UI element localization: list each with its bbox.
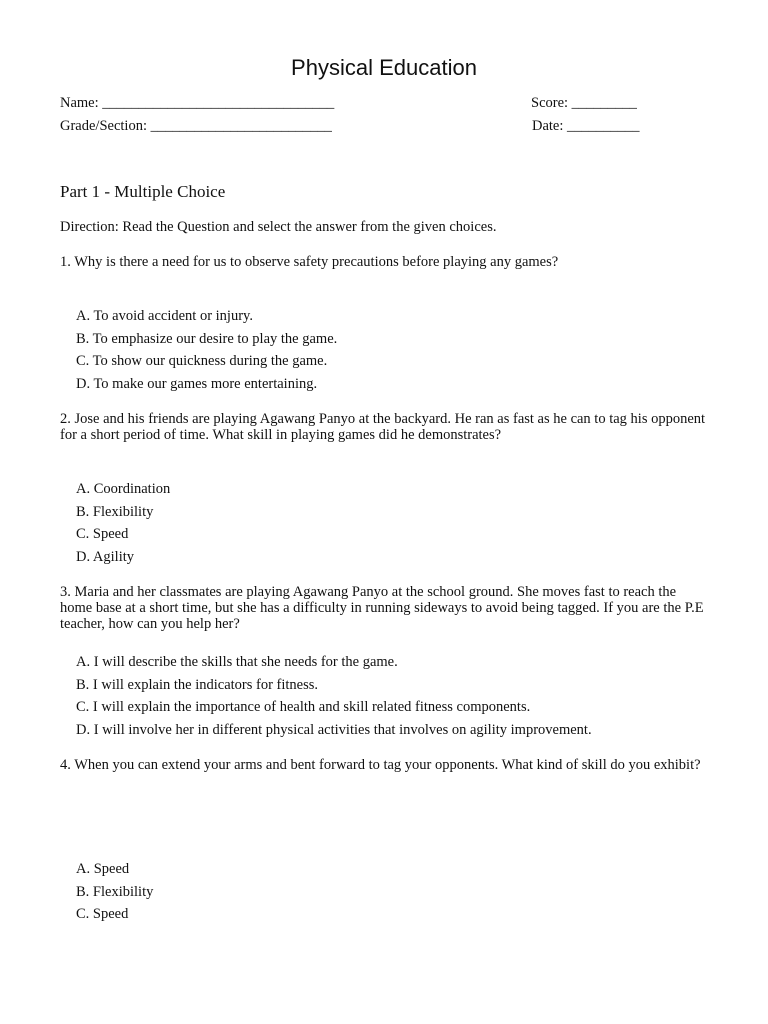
question-2: 2. Jose and his friends are playing Agawang Panyo at the backyard. He ran as fast as he can to tag his opponent for a short period of time. What skill in playing games did he demonstrates? [60,411,706,443]
grade-section-field: Grade/Section: _________________________ [60,118,332,134]
choice-4b: B. Flexibility [76,883,154,900]
choice-4a: A. Speed [76,861,130,877]
page-title: Physical Education [291,55,477,80]
choice-3d: D. I will involve her in different physical activities that involves on agility improvement. [76,721,592,738]
direction-text: Direction: Read the Question and select the answer from the given choices. [60,219,497,235]
choice-2c: C. Speed [76,526,129,543]
choice-3b: B. I will explain the indicators for fitness. [76,676,319,693]
score-field: Score: _________ [531,95,637,111]
choice-1b: B. To emphasize our desire to play the game. [76,330,338,347]
choice-1d: D. To make our games more entertaining. [76,375,318,392]
section-title: Part 1 - Multiple Choice [60,182,226,201]
choice-2b: B. Flexibility [76,503,154,520]
name-field: Name: ________________________________ [60,95,335,111]
question-1-choices [76,308,337,398]
date-field: Date: __________ [532,118,640,134]
question-4: 4. When you can extend your arms and bent forward to tag your opponents. What kind of skill do you exhibit? [60,757,701,773]
choice-4c: C. Speed [76,906,129,923]
choice-1a: A. To avoid accident or injury. [76,308,253,324]
question-2-choices [76,481,170,571]
choice-2a: A. Coordination [76,481,171,497]
choice-2d: D. Agility [76,548,135,565]
choice-1c: C. To show our quickness during the game. [76,353,328,370]
choice-3a: A. I will describe the skills that she needs for the game. [76,654,398,670]
question-4-choices [76,861,153,929]
choice-3c: C. I will explain the importance of health and skill related fitness components. [76,699,531,716]
question-1: 1. Why is there a need for us to observe safety precautions before playing any games? [60,254,559,270]
question-3-choices [76,654,592,744]
question-3: 3. Maria and her classmates are playing Agawang Panyo at the school ground. She moves fast to reach the home base at a short time, but she has a difficulty in running sideways to avoid being tagged. If you are the P.E teacher, how can you help her? [60,584,704,632]
